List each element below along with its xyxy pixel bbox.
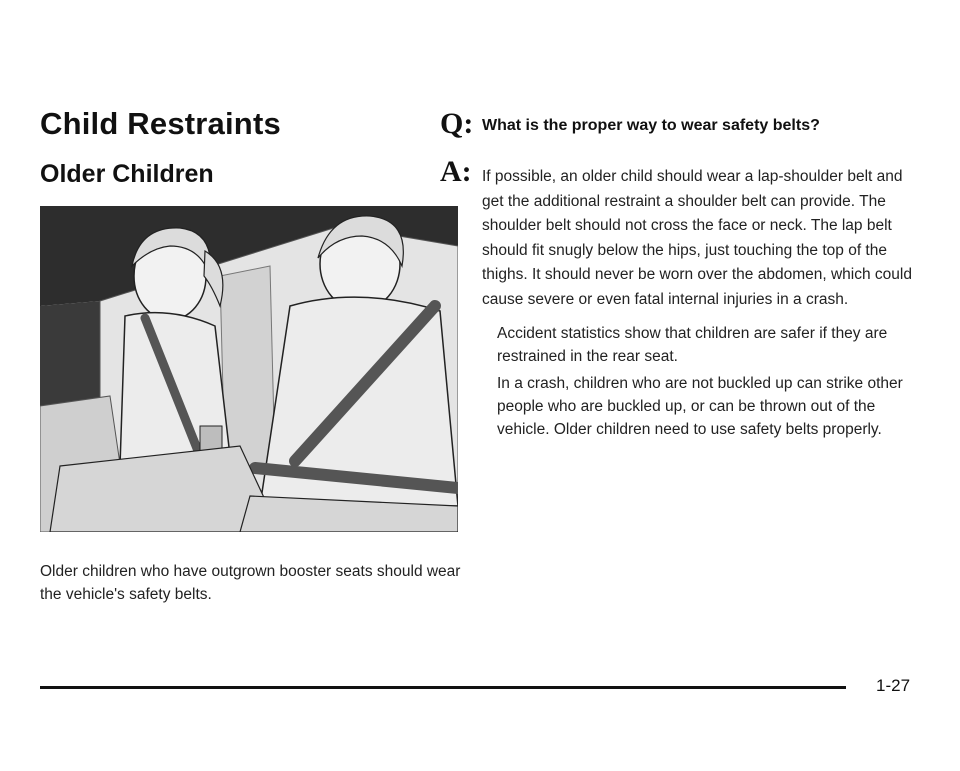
body-paragraph: Accident statistics show that children are safer if they are restrained in the rear seat. — [497, 325, 888, 365]
answer-text: If possible, an older child should wear a lap-shoulder belt and get the additional restraint a shoulder belt can provide. The shoulder belt should not cross the face or neck. The lap belt should fit snugly below the hips, just touching the top of the thighs. It should never be worn over the abdomen, which could cause severe or even fatal internal injuries in a crash. — [482, 168, 912, 308]
footer-rule — [40, 686, 846, 689]
question-marker: Q: — [440, 107, 474, 140]
question-text: What is the proper way to wear safety belts? — [482, 117, 820, 134]
answer-marker: A: — [440, 155, 472, 188]
subsection-heading: Older Children — [40, 160, 214, 188]
page-number: 1-27 — [876, 676, 911, 695]
section-heading: Child Restraints — [40, 106, 281, 141]
children-in-seatbelts-illustration — [40, 206, 458, 532]
body-paragraph: In a crash, children who are not buckled up can strike other people who are buckled up, or can be thrown out of the vehicle. Older children need to use safety belts properly. — [497, 375, 903, 438]
illustration-caption: Older children who have outgrown booster seats should wear the vehicle's safety belts. — [40, 563, 461, 603]
